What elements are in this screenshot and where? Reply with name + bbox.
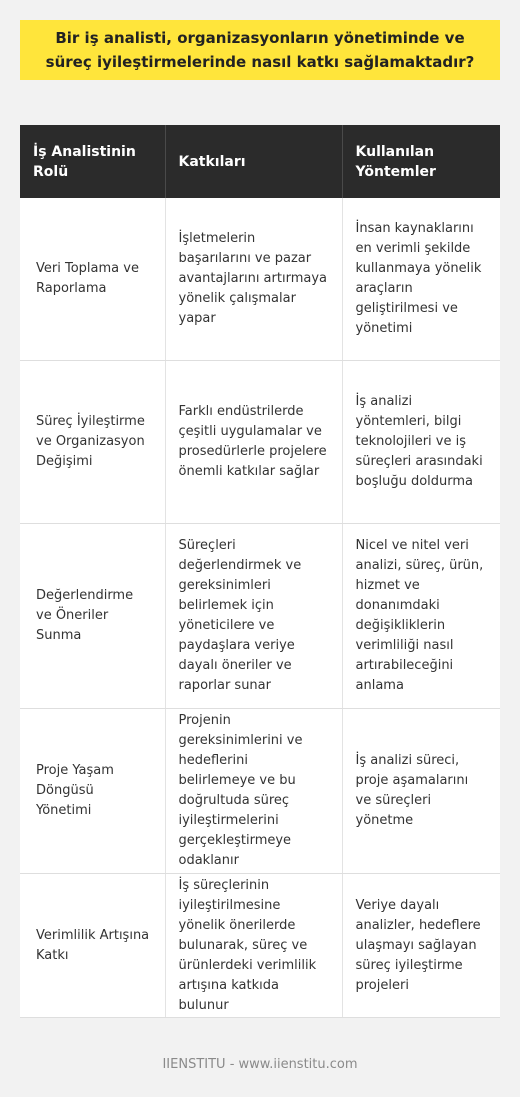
cell-contribution: İşletmelerin başarılarını ve pazar avantajlarını artırmaya yönelik çalışmalar yapar [165, 198, 342, 361]
table-header-row [20, 125, 500, 198]
cell-contribution: Farklı endüstrilerde çeşitli uygulamalar ve prosedürlerle projelere önemli katkılar sağlar [165, 361, 342, 524]
column-header-contribution: Katkıları [165, 125, 342, 198]
cell-methods: İş analizi yöntemleri, bilgi teknolojileri ve iş süreçleri arasındaki boşluğu doldurma [342, 361, 500, 524]
table-row [20, 874, 500, 1018]
page-title: Bir iş analisti, organizasyonların yönetiminde ve süreç iyileştirmelerinde nasıl katkı sağlamaktadır? [45, 29, 475, 71]
table-row [20, 709, 500, 874]
cell-contribution: Süreçleri değerlendirmek ve gereksinimleri belirlemek için yöneticilere ve paydaşlara veriye dayalı öneriler ve raporlar sunar [165, 524, 342, 709]
cell-methods: Nicel ve nitel veri analizi, süreç, ürün, hizmet ve donanımdaki değişikliklerin verimliliği nasıl artırabileceğini anlama [342, 524, 500, 709]
cell-role: Verimlilik Artışına Katkı [20, 874, 165, 1018]
cell-methods: İnsan kaynaklarını en verimli şekilde kullanmaya yönelik araçların geliştirilmesi ve yönetimi [342, 198, 500, 361]
cell-contribution: İş süreçlerinin iyileştirilmesine yönelik önerilerde bulunarak, süreç ve ürünlerdeki verimlilik artışına katkıda bulunur [165, 874, 342, 1018]
cell-role: Süreç İyileştirme ve Organizasyon Değişimi [20, 361, 165, 524]
table-row [20, 198, 500, 361]
cell-methods: İş analizi süreci, proje aşamalarını ve süreçleri yönetme [342, 709, 500, 874]
cell-role: Veri Toplama ve Raporlama [20, 198, 165, 361]
cell-role: Proje Yaşam Döngüsü Yönetimi [20, 709, 165, 874]
footer-credit: IIENSTITU - www.iienstitu.com [162, 1057, 358, 1072]
cell-role: Değerlendirme ve Öneriler Sunma [20, 524, 165, 709]
column-header-methods: Kullanılan Yöntemler [342, 125, 500, 198]
cell-contribution: Projenin gereksinimlerini ve hedeflerini belirlemeye ve bu doğrultuda süreç iyileştirmelerini gerçekleştirmeye odaklanır [165, 709, 342, 874]
column-header-role: İş Analistinin Rolü [20, 125, 165, 198]
table-row [20, 524, 500, 709]
roles-table [20, 125, 500, 1018]
table-row [20, 361, 500, 524]
cell-methods: Veriye dayalı analizler, hedeflere ulaşmayı sağlayan süreç iyileştirme projeleri [342, 874, 500, 1018]
title-banner [20, 20, 500, 80]
